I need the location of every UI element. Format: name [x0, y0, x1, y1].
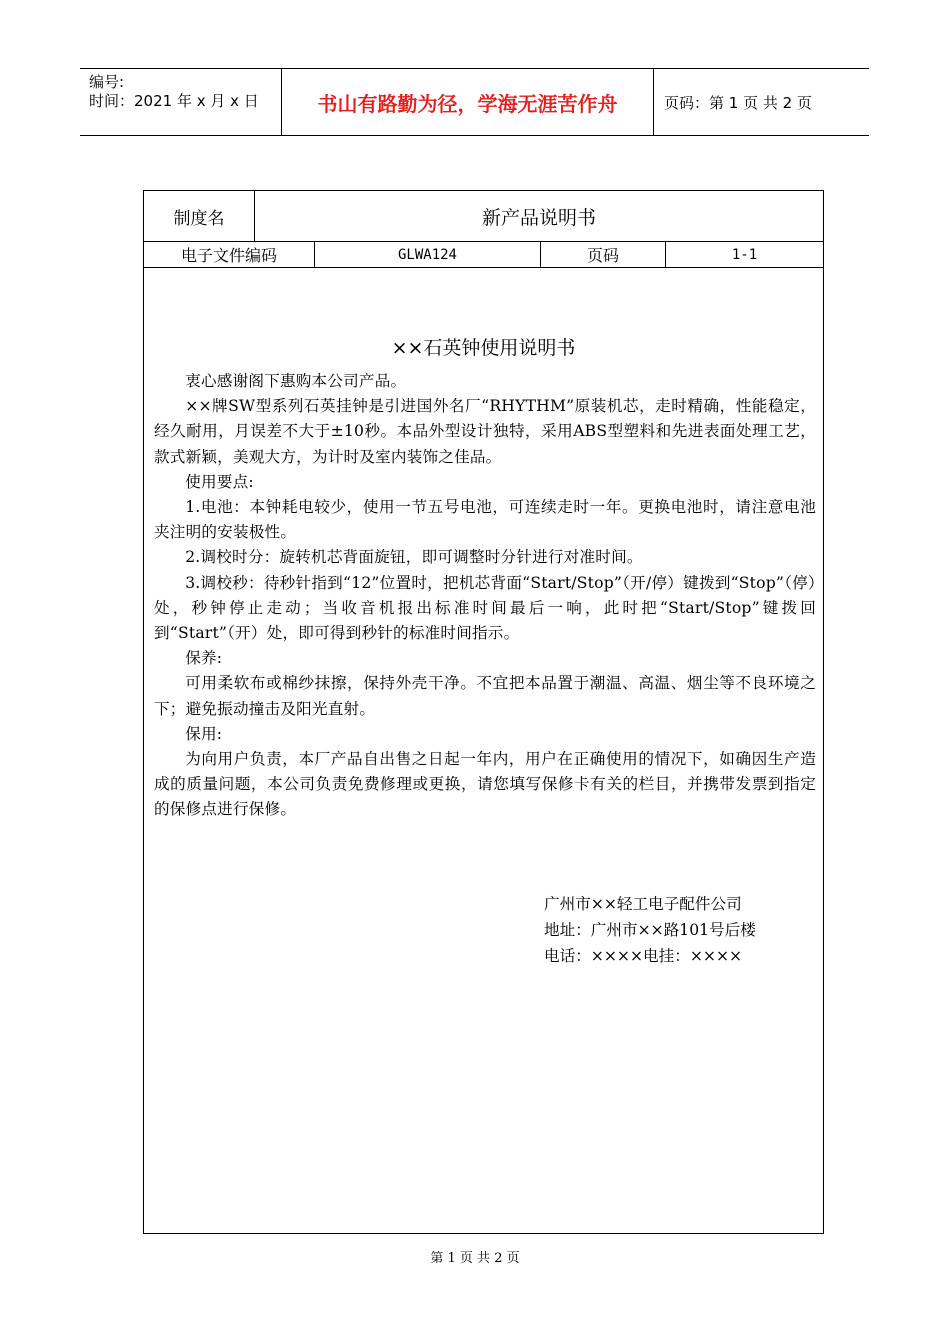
- header-page-info: 页码：第 1 页 共 2 页: [664, 93, 812, 112]
- page-code-label: 页码: [541, 242, 666, 267]
- table-row-meta: [144, 242, 823, 268]
- page-header: [80, 68, 869, 136]
- file-code-label: 电子文件编码: [144, 242, 315, 267]
- file-code-value: GLWA124: [315, 242, 541, 267]
- document-body: [154, 369, 816, 823]
- header-meta: [80, 69, 282, 135]
- paragraph: 衷心感谢阁下惠购本公司产品。: [185, 372, 407, 390]
- policy-name-value: 新产品说明书: [481, 206, 596, 229]
- paragraph: 为向用户负责，本厂产品自出售之日起一年内，用户在正确使用的情况下，如确因生产造成的质量问题，本公司负责免费修理或更换，请您填写保修卡有关的栏目，并携带发票到指定的保修点进行保修。: [154, 750, 816, 819]
- section-heading: 使用要点:: [185, 472, 254, 491]
- page-footer: 第 1 页 共 2 页: [430, 1251, 520, 1266]
- signature-block: [544, 891, 814, 969]
- paragraph: 可用柔软布或棉纱抹擦，保持外壳干净。不宜把本品置于潮温、高温、烟尘等不良环境之下；避免振动撞击及阳光直射。: [154, 674, 816, 718]
- paragraph: 1.电池：本钟耗电较少，使用一节五号电池，可连续走时一年。更换电池时，请注意电池夹注明的安装极性。: [154, 498, 816, 542]
- table-row-title: [144, 191, 823, 242]
- number-label: 编号:: [89, 73, 125, 91]
- paragraph: ××牌SW型系列石英挂钟是引进国外名厂“RHYTHM”原装机芯，走时精确，性能稳定，经久耐用，月误差不大于±10秒。本品外型设计独特，采用ABS型塑料和先进表面处理工艺，款式新颖，美观大方，为计时及室内装饰之佳品。: [154, 397, 816, 466]
- page-code-value: 1-1: [731, 246, 758, 263]
- section-heading: 保养:: [185, 649, 223, 668]
- company-name: 广州市××轻工电子配件公司: [544, 895, 742, 913]
- paragraph: 3.调校秒：待秒针指到“12”位置时，把机芯背面“Start/Stop”（开/停）键拨到“Stop”（停）处，秒钟停止走动；当收音机报出标准时间最后一响，此时把“Start/Stop”键拨回到“Start”（开）处，即可得到秒针的标准时间指示。: [154, 573, 816, 643]
- policy-name-label: 制度名: [144, 191, 255, 241]
- paragraph: 2.调校时分：旋转机芯背面旋钮，即可调整时分针进行对准时间。: [185, 548, 643, 567]
- document-frame: [143, 190, 824, 1234]
- company-phone: 电话：××××电挂：××××: [544, 947, 743, 965]
- document-title: ××石英钟使用说明书: [391, 337, 576, 359]
- company-address: 地址：广州市××路101号后楼: [544, 921, 756, 939]
- header-motto: 书山有路勤为径，学海无涯苦作舟: [282, 69, 654, 135]
- section-heading: 保用:: [185, 724, 223, 743]
- time-label: 时间：2021 年 x 月 x 日: [89, 92, 259, 110]
